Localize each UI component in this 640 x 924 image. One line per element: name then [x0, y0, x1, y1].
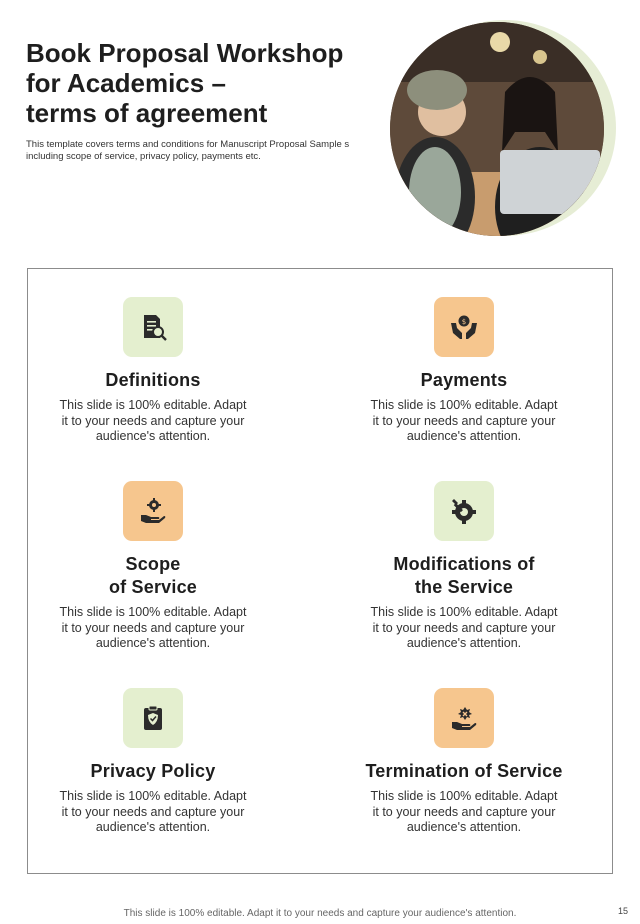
page-subtitle: This template covers terms and conditions for Manuscript Proposal Sample s including scope of service, privacy policy, payments etc. [26, 139, 350, 162]
card-body: This slide is 100% editable. Adapt it to your needs and capture your audience's attention. [59, 605, 247, 650]
card-title: Modifications of the Service [393, 554, 535, 597]
card-title: Scope of Service [108, 554, 198, 597]
icon-tile [123, 688, 183, 748]
icon-tile [434, 297, 494, 357]
card-title: Payments [420, 370, 508, 390]
card-definitions [23, 297, 283, 445]
card-title: Definitions [105, 370, 201, 390]
card-body: This slide is 100% editable. Adapt it to your needs and capture your audience's attention. [59, 789, 247, 834]
icon-tile [434, 688, 494, 748]
svg-text:$: $ [461, 318, 467, 326]
icon-tile [123, 297, 183, 357]
card-termination [334, 688, 594, 836]
card-body: This slide is 100% editable. Adapt it to your needs and capture your audience's attention. [370, 789, 558, 834]
card-body: This slide is 100% editable. Adapt it to your needs and capture your audience's attention. [370, 605, 558, 650]
clipboard-shield-icon [138, 703, 168, 733]
card-modifications [334, 481, 594, 652]
page-number: 15 [617, 906, 628, 916]
card-title: Privacy Policy [90, 761, 216, 781]
footer-note: This slide is 100% editable. Adapt it to your needs and capture your audience's attention. [123, 908, 517, 919]
document-search-icon [138, 312, 168, 342]
gear-wrench-icon [448, 495, 480, 527]
card-body: This slide is 100% editable. Adapt it to your needs and capture your audience's attention. [370, 398, 558, 443]
team-photo [390, 22, 604, 236]
card-title: Termination of Service [365, 761, 563, 781]
hand-cancel-icon [448, 702, 480, 734]
page-title: Book Proposal Workshop for Academics – terms of agreement [26, 38, 344, 128]
hand-gear-icon [137, 495, 169, 527]
hands-coin-icon [448, 311, 480, 343]
icon-tile [434, 481, 494, 541]
icon-tile [123, 481, 183, 541]
card-payments [334, 297, 594, 445]
card-body: This slide is 100% editable. Adapt it to your needs and capture your audience's attention. [59, 398, 247, 443]
card-privacy [23, 688, 283, 836]
card-scope [23, 481, 283, 652]
